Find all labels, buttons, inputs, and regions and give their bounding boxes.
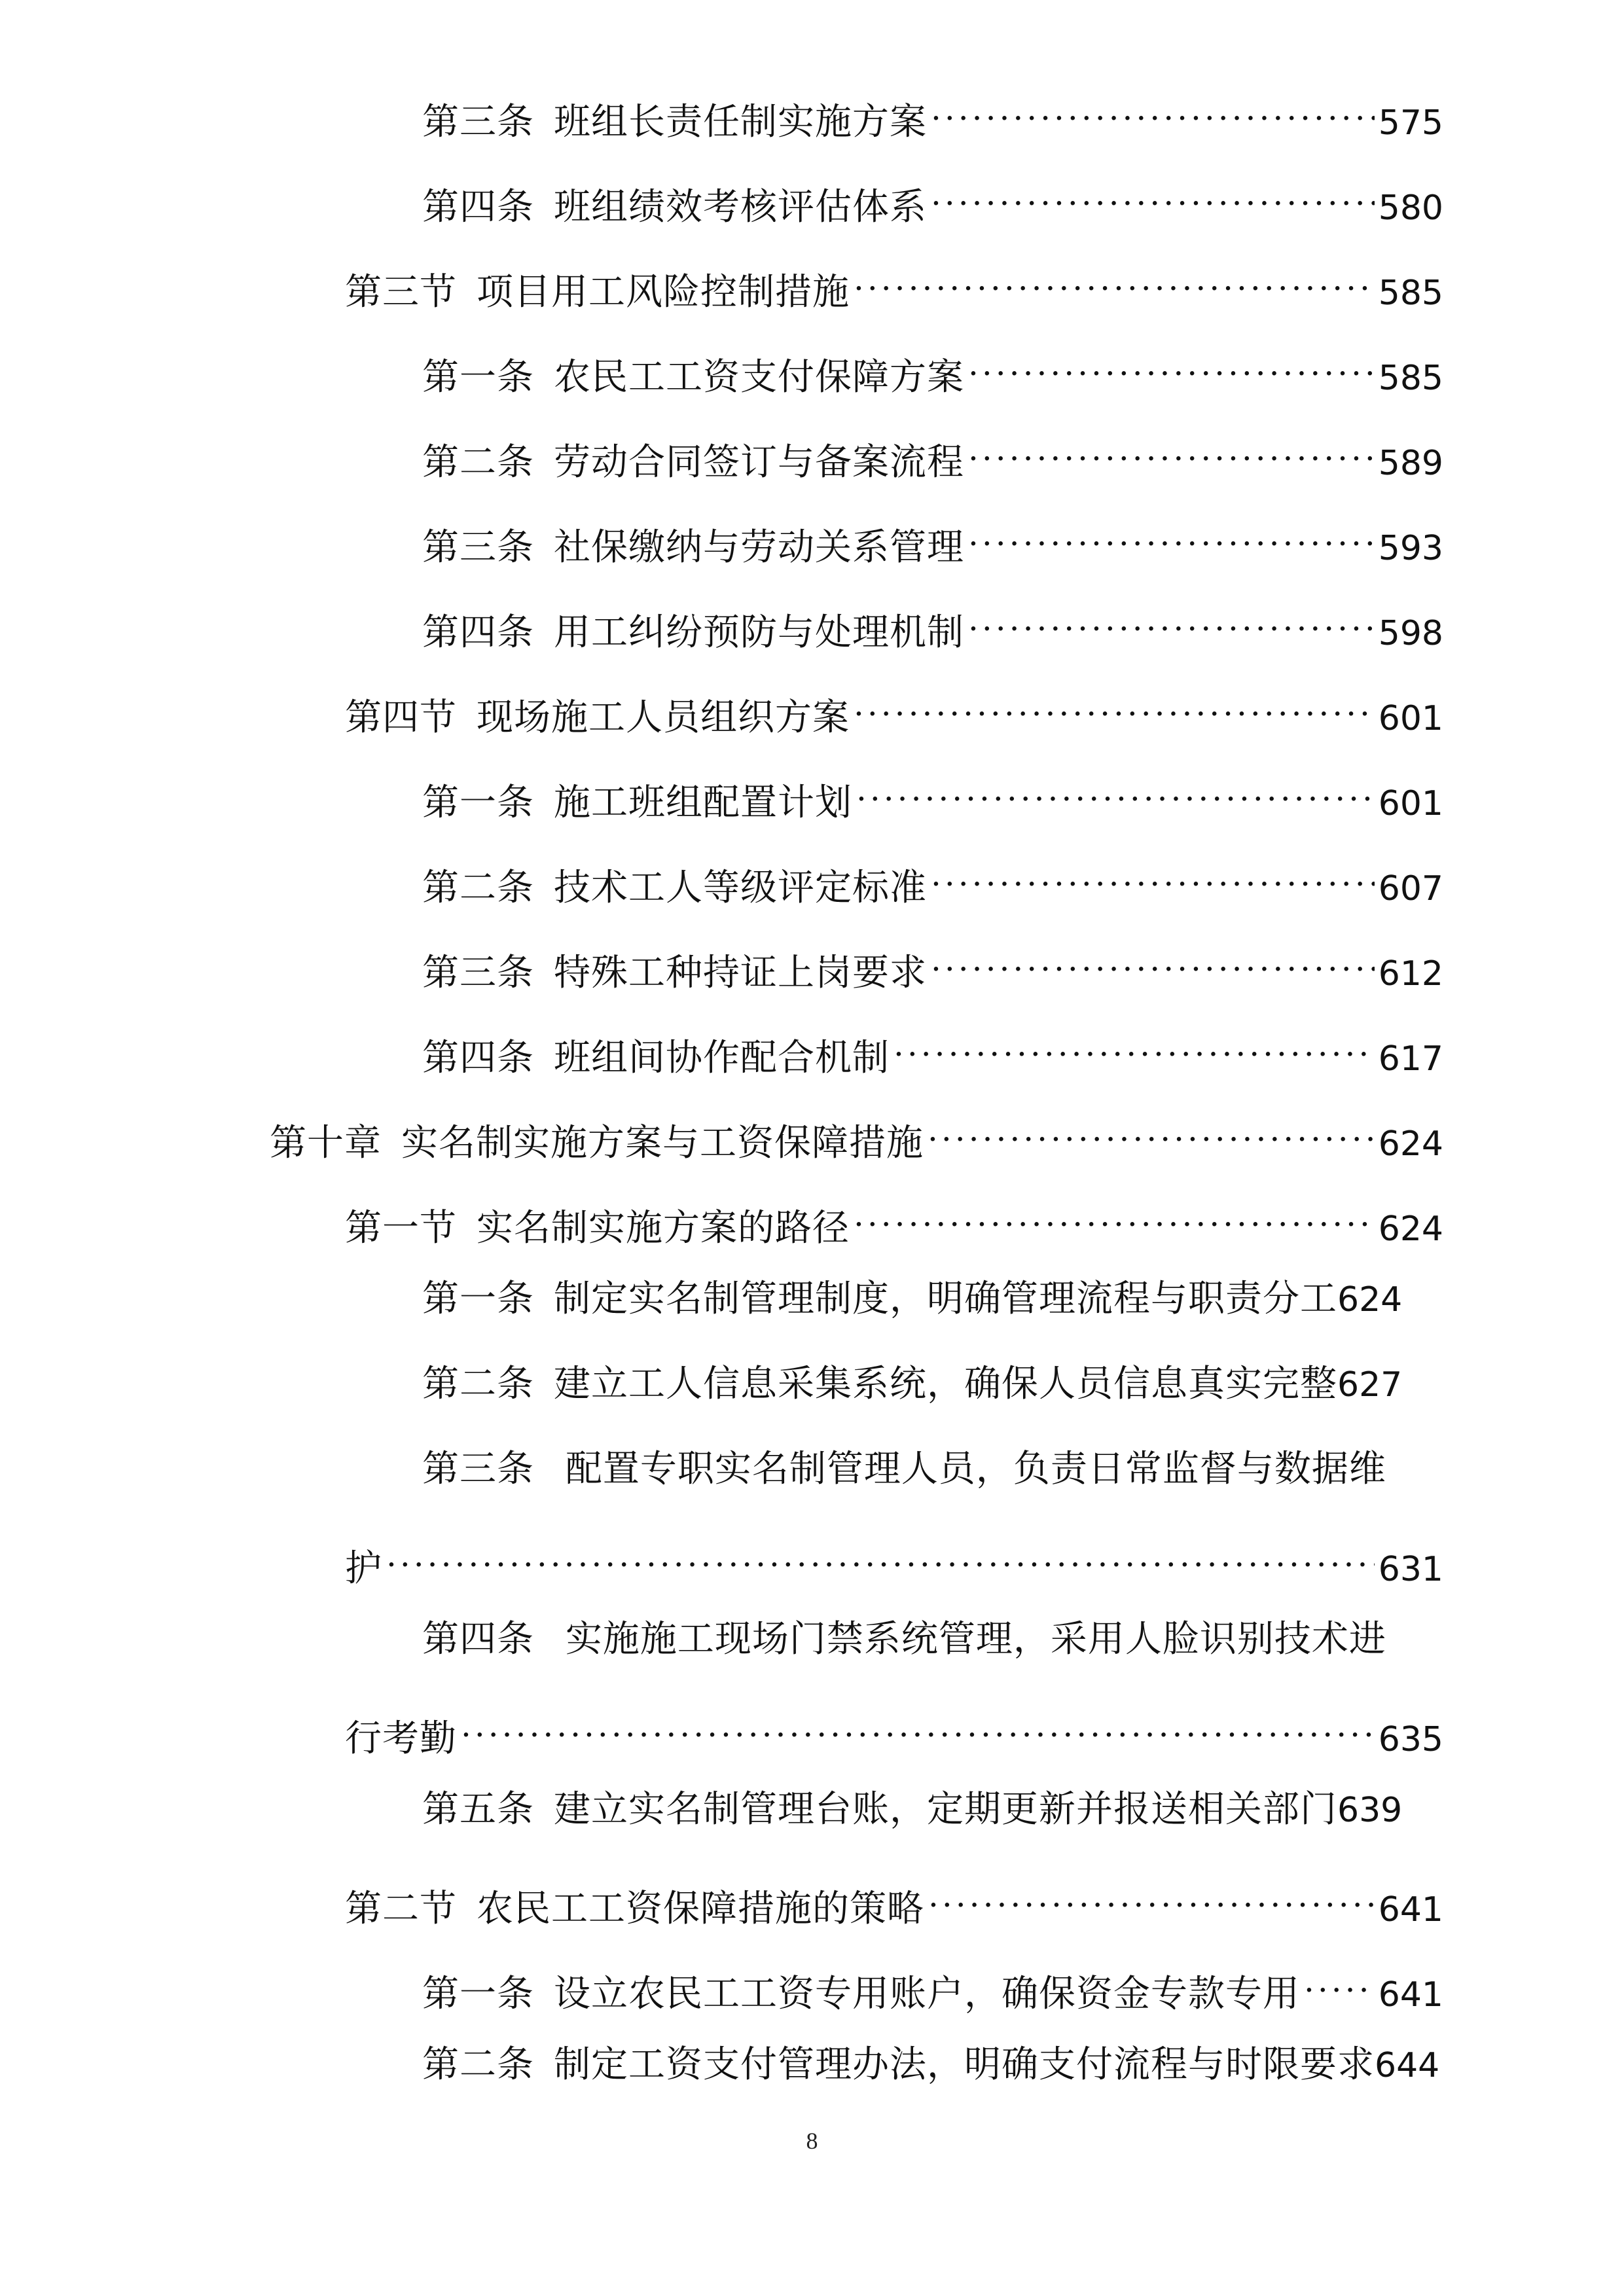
toc-entry-title: 劳动合同签订与备案流程 xyxy=(554,441,964,484)
toc-entry[interactable] xyxy=(422,1358,1443,1410)
toc-entry-label: 第一条 xyxy=(422,1973,534,2015)
toc-entry-title: 施工班组配置计划 xyxy=(554,781,852,824)
toc-entry-title: 建立实名制管理台账，定期更新并报送相关部门 xyxy=(554,1788,1337,1831)
toc-entry-title: 实名制实施方案与工资保障措施 xyxy=(401,1122,924,1164)
toc-entry-section[interactable] xyxy=(345,252,1443,314)
toc-entry-label: 第二条 xyxy=(422,1363,534,1405)
toc-entry-title: 制定工资支付管理办法，明确支付流程与时限要求 xyxy=(554,2043,1375,2086)
toc-entry[interactable] xyxy=(422,848,1443,909)
toc-entry-page: 624 xyxy=(1378,1210,1443,1249)
toc-entry-page: 601 xyxy=(1378,784,1443,823)
toc-entry-page: 624 xyxy=(1337,1280,1403,1319)
toc-entry-title: 班组间协作配合机制 xyxy=(554,1037,890,1079)
toc-entry[interactable] xyxy=(422,1018,1443,1079)
toc-entry-label: 第一节 xyxy=(345,1207,457,1249)
toc-entry[interactable] xyxy=(422,1784,1443,1836)
toc-entry-title: 建立工人信息采集系统，确保人员信息真实完整 xyxy=(554,1363,1337,1405)
toc-entry-title: 配置专职实名制管理人员，负责日常监督与数据维 xyxy=(565,1448,1386,1490)
toc-entry-page: 580 xyxy=(1378,188,1443,228)
toc-entry-label: 第二条 xyxy=(422,867,534,909)
toc-entry-page: 641 xyxy=(1378,1975,1443,2015)
toc-entry-label: 第四条 xyxy=(422,611,534,654)
toc-entry-continuation[interactable] xyxy=(345,1698,1443,1760)
toc-dot-leader xyxy=(854,677,1375,730)
toc-entry-page: 624 xyxy=(1378,1124,1443,1164)
toc-entry[interactable] xyxy=(422,507,1443,569)
toc-dot-leader xyxy=(931,167,1375,219)
toc-entry-title: 班组绩效考核评估体系 xyxy=(554,186,927,228)
toc-entry-label: 第四条 xyxy=(422,186,534,228)
toc-entry-page: 607 xyxy=(1378,869,1443,908)
toc-entry-title: 特殊工种持证上岗要求 xyxy=(554,952,927,994)
toc-entry-label: 第四节 xyxy=(345,696,457,739)
toc-entry[interactable] xyxy=(422,337,1443,399)
toc-entry-continuation[interactable] xyxy=(345,1528,1443,1590)
toc-entry-title: 实施施工现场门禁系统管理，采用人脸识别技术进 xyxy=(565,1618,1386,1660)
toc-entry-label: 第二条 xyxy=(422,441,534,484)
page-number: 8 xyxy=(806,2128,818,2154)
toc-entry-wrapped[interactable] xyxy=(422,1613,1443,1666)
toc-dot-leader xyxy=(928,1103,1375,1155)
toc-entry[interactable] xyxy=(422,1273,1443,1325)
toc-dot-leader xyxy=(968,422,1375,475)
toc-entry-page: 585 xyxy=(1378,274,1443,313)
toc-entry-label: 第一条 xyxy=(422,1278,534,1320)
toc-entry-continuation-text: 行考勤 xyxy=(345,1717,457,1760)
toc-entry-wrapped[interactable] xyxy=(422,1443,1443,1496)
toc-dot-leader xyxy=(1304,1954,1375,2006)
toc-entry-section[interactable] xyxy=(345,677,1443,739)
toc-entry-label: 第四条 xyxy=(422,1618,534,1660)
toc-entry[interactable] xyxy=(422,1954,1443,2015)
toc-entry[interactable] xyxy=(422,933,1443,994)
toc-entry-title: 项目用工风险控制措施 xyxy=(477,271,850,314)
toc-entry-label: 第一条 xyxy=(422,356,534,399)
toc-dot-leader xyxy=(893,1018,1375,1070)
toc-entry-title: 农民工工资保障措施的策略 xyxy=(477,1888,924,1930)
toc-dot-leader xyxy=(968,507,1375,560)
toc-entry-page: 639 xyxy=(1337,1791,1403,1830)
toc-entry-page: 575 xyxy=(1378,103,1443,143)
toc-entry-label: 第五条 xyxy=(422,1788,534,1831)
toc-entry-title: 实名制实施方案的路径 xyxy=(477,1207,850,1249)
toc-dot-leader xyxy=(461,1698,1375,1751)
toc-entry-label: 第二节 xyxy=(345,1888,457,1930)
toc-entry-page: 635 xyxy=(1378,1720,1443,1759)
toc-entry-page: 644 xyxy=(1375,2046,1440,2085)
toc-entry-title: 技术工人等级评定标准 xyxy=(554,867,927,909)
toc-dot-leader xyxy=(931,933,1375,985)
toc-entry-page: 589 xyxy=(1378,444,1443,483)
toc-entry-page: 612 xyxy=(1378,954,1443,994)
toc-entry-title: 设立农民工工资专用账户，确保资金专款专用 xyxy=(554,1973,1300,2015)
toc-entry-label: 第四条 xyxy=(422,1037,534,1079)
toc-entry-title: 班组长责任制实施方案 xyxy=(554,101,927,143)
toc-entry-page: 631 xyxy=(1378,1550,1443,1589)
toc-entry-label: 第三条 xyxy=(422,526,534,569)
toc-dot-leader xyxy=(931,848,1375,900)
toc-entry-label: 第三条 xyxy=(422,952,534,994)
toc-dot-leader xyxy=(856,762,1375,815)
toc-entry[interactable] xyxy=(422,2039,1470,2091)
toc-entry-page: 585 xyxy=(1378,359,1443,398)
toc-entry-page: 617 xyxy=(1378,1039,1443,1079)
toc-entry-page: 601 xyxy=(1378,699,1443,738)
toc-entry-page: 593 xyxy=(1378,529,1443,568)
toc-entry-page: 598 xyxy=(1378,614,1443,653)
toc-dot-leader xyxy=(968,337,1375,389)
toc-entry[interactable] xyxy=(422,592,1443,654)
toc-entry-chapter[interactable] xyxy=(270,1103,1443,1164)
toc-entry-title: 用工纠纷预防与处理机制 xyxy=(554,611,964,654)
toc-dot-leader xyxy=(854,252,1375,304)
toc-dot-leader xyxy=(854,1188,1375,1240)
toc-entry[interactable] xyxy=(422,82,1443,143)
toc-entry[interactable] xyxy=(422,422,1443,484)
toc-entry-label: 第三条 xyxy=(422,101,534,143)
toc-entry-title: 农民工工资支付保障方案 xyxy=(554,356,964,399)
toc-entry[interactable] xyxy=(422,762,1443,824)
toc-entry-section[interactable] xyxy=(345,1188,1443,1249)
toc-entry-title: 现场施工人员组织方案 xyxy=(477,696,850,739)
toc-entry-label: 第三条 xyxy=(422,1448,534,1490)
toc-entry-label: 第一条 xyxy=(422,781,534,824)
toc-entry[interactable] xyxy=(422,167,1443,228)
toc-entry-label: 第三节 xyxy=(345,271,457,314)
toc-entry-label: 第十章 xyxy=(270,1122,382,1164)
toc-entry-section[interactable] xyxy=(345,1869,1443,1930)
toc-dot-leader xyxy=(386,1528,1375,1581)
toc-entry-label: 第二条 xyxy=(422,2043,534,2086)
toc-entry-continuation-text: 护 xyxy=(345,1547,382,1590)
toc-dot-leader xyxy=(968,592,1375,645)
toc-entry-title: 制定实名制管理制度，明确管理流程与职责分工 xyxy=(554,1278,1337,1320)
toc-dot-leader xyxy=(931,82,1375,134)
toc-entry-page: 627 xyxy=(1337,1365,1403,1405)
toc-dot-leader xyxy=(928,1869,1375,1921)
toc-entry-page: 641 xyxy=(1378,1890,1443,1929)
toc-entry-title: 社保缴纳与劳动关系管理 xyxy=(554,526,964,569)
